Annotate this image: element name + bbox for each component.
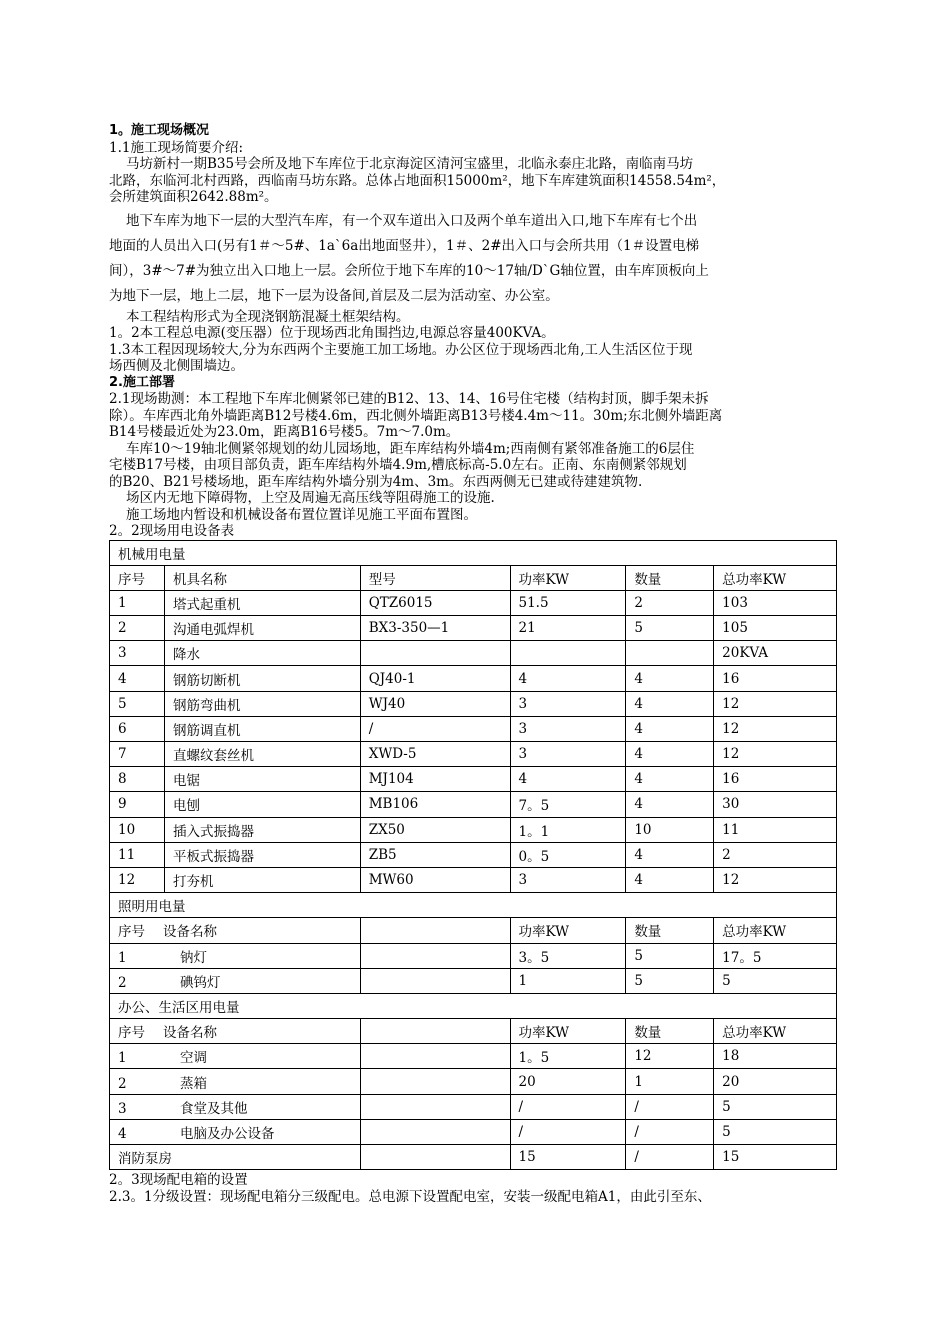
table-cell: 3。5 [510,943,626,968]
table-cell: 17。5 [714,943,837,968]
table-cell [110,943,361,968]
table-cell: 11 [110,842,165,867]
table-cell [360,1094,510,1119]
table-row [110,1119,837,1144]
table-cell: 打夯机 [164,867,360,892]
text-line: 间），3#～7#为独立出入口地上一层。会所位于地下车库的10～17轴/D`G轴位置，由车库顶板向上 [109,262,709,279]
table-cell: 5 [714,968,837,993]
table-cell: 4 [510,666,626,691]
header-cell: 数量 [626,565,714,590]
table-cell: 4 [110,666,165,691]
table-cell: 2 [626,590,714,615]
table-cell: 1 [510,968,626,993]
table-cell: 12 [714,867,837,892]
table-cell: 总功率KW [714,1019,837,1044]
equipment-name: 碘钨灯 [180,974,221,991]
table-cell: MW60 [360,867,510,892]
header-cell: 机具名称 [164,565,360,590]
table-row [110,641,837,666]
equipment-name: 电脑及办公设备 [180,1125,275,1142]
table-cell: 平板式振捣器 [164,842,360,867]
header-cell: 型号 [360,565,510,590]
header-cell: 设备名称 [163,1025,217,1042]
subsection-2-3-title: 2。3现场配电箱的设置 [109,1172,248,1189]
section-title: 办公、生活区用电量 [110,993,837,1018]
equipment-name: 空调 [180,1050,207,1067]
subsection-2-2-title: 2。2现场用电设备表 [109,523,235,539]
document-page [109,123,837,1205]
table-row [110,867,837,892]
table-cell [360,1119,510,1144]
table-cell: 12 [714,742,837,767]
table-cell: ZB5 [360,842,510,867]
table-cell [360,918,510,943]
header-cell: 总功率KW [714,565,837,590]
table-row [110,792,837,817]
table-cell: 12 [714,716,837,741]
table-cell: 4 [626,867,714,892]
table-cell [110,1019,361,1044]
table-cell: BX3-350—1 [360,616,510,641]
table-cell: 4 [626,666,714,691]
table-cell: 降水 [164,641,360,666]
table-cell: / [626,1094,714,1119]
table-row [110,666,837,691]
text-line: 地面的人员出入口(另有1＃～5#、1a`6a出地面竖井），1＃、2#出入口与会所共用（1＃设置电梯 [109,237,700,254]
paragraph-surroundings [109,441,837,491]
table-cell: 钢筋切断机 [164,666,360,691]
table-cell: 数量 [626,1019,714,1044]
table-cell: 钢筋弯曲机 [164,691,360,716]
table-cell: 7 [110,742,165,767]
table-cell: 4 [626,792,714,817]
header-row-mechanical [110,565,837,590]
table-cell: 功率KW [510,918,626,943]
text-line: 的B20、B21号楼场地，距车库结构外墙分别为4m、3m。东西两侧无已建或待建建筑物. [109,473,643,490]
table-cell: 塔式起重机 [164,590,360,615]
table-cell: 钢筋调直机 [164,716,360,741]
text-line: 1.3本工程因现场较大,分为东西两个主要施工加工场地。办公区位于现场西北角,工人生活区位于现 [109,341,693,358]
paragraph-obstacles: 场区内无地下障碍物，上空及周遍无高压线等阻碍施工的设施. [126,490,495,506]
table-cell: 20 [714,1069,837,1094]
paragraph-layout-reference: 施工场地内暂设和机械设备布置位置详见施工平面布置图。 [126,506,477,523]
table-cell: XWD-5 [360,742,510,767]
section-2-title: 2.施工部署 [109,374,175,390]
table-cell: 15 [714,1145,837,1170]
row-number: 2 [118,1075,127,1092]
table-cell: / [510,1119,626,1144]
table-cell: 20KVA [714,641,837,666]
table-cell: 15 [510,1145,626,1170]
table-cell [110,1119,361,1144]
table-cell: 10 [626,817,714,842]
table-cell: ZX50 [360,817,510,842]
section-row-mechanical [110,540,837,565]
table-row [110,968,837,993]
section-row-lighting [110,893,837,918]
table-cell: / [626,1119,714,1144]
table-cell: 3 [510,742,626,767]
table-cell: 1 [110,590,165,615]
table-cell [110,1094,361,1119]
table-cell [110,918,361,943]
table-cell [360,1019,510,1044]
text-line: 除）。车库西北角外墙距离B12号楼4.6m，西北侧外墙距离B13号楼4.4m～11。30m;东北侧外墙距离 [109,407,723,424]
table-cell: 总功率KW [714,918,837,943]
row-number: 4 [118,1125,127,1142]
table-cell: 5 [626,616,714,641]
paragraph-site-location [109,156,837,206]
table-cell: 21 [510,616,626,641]
text-line: 马坊新村一期B35号会所及地下车库位于北京海淀区清河宝盛里，北临永泰庄北路，南临南马坊 [126,156,694,172]
table-cell [110,968,361,993]
table-cell: 5 [110,691,165,716]
paragraph-distribution-boxes: 2.3。1分级设置：现场配电箱分三级配电。总电源下设置配电室，安装一级配电箱A1，由此引至东、 [109,1188,711,1205]
table-cell: MJ104 [360,767,510,792]
table-cell: 30 [714,792,837,817]
table-cell: 51.5 [510,590,626,615]
table-cell [360,1145,510,1170]
table-cell: 11 [714,817,837,842]
table-cell [360,1044,510,1069]
table-cell: 20 [510,1069,626,1094]
table-cell: 12 [626,1044,714,1069]
table-cell: 插入式振捣器 [164,817,360,842]
table-cell [360,943,510,968]
table-cell: 5 [714,1119,837,1144]
row-number: 2 [118,974,127,991]
table-cell: QTZ6015 [360,590,510,615]
paragraph-site-division [109,342,837,375]
table-row [110,1094,837,1119]
table-cell: 3 [510,691,626,716]
paragraph-site-survey [109,391,837,441]
text-line: B14号楼最近处为23.0m，距离B16号楼5。7m～7.0m。 [109,424,460,440]
paragraph-power-source: 1。2本工程总电源(变压器）位于现场西北角围挡边,电源总容量400KVA。 [109,325,555,341]
text-line: 2.1现场勘测：本工程地下车库北侧紧邻已建的B12、13、14、16号住宅楼（结构封顶，脚手架未拆 [109,391,709,407]
table-cell: 0。5 [510,842,626,867]
equipment-name: 蒸箱 [180,1075,207,1092]
text-line: 车库10～19轴北侧紧邻规划的幼儿园场地，距车库结构外墙4m;西南侧有紧邻准备施工的6层住 [126,440,695,457]
table-cell: 电刨 [164,792,360,817]
paragraph-garage-description [109,209,837,309]
table-cell: 直螺纹套丝机 [164,742,360,767]
table-cell: / [510,1094,626,1119]
table-cell: 2 [110,616,165,641]
table-cell: 2 [714,842,837,867]
table-cell: QJ40-1 [360,666,510,691]
table-cell [360,641,510,666]
table-cell: 18 [714,1044,837,1069]
table-cell: 3 [110,641,165,666]
table-cell: 103 [714,590,837,615]
header-cell: 设备名称 [163,924,217,941]
table-cell [360,1069,510,1094]
table-cell: 电锯 [164,767,360,792]
table-cell: 4 [626,716,714,741]
table-row [110,742,837,767]
text-line: 会所建筑面积2642.88m²。 [109,189,278,205]
table-cell: 4 [626,767,714,792]
table-row [110,616,837,641]
header-cell: 序号 [118,924,145,941]
table-cell: MB106 [360,792,510,817]
text-line: 宅楼B17号楼，由项目部负责，距车库结构外墙4.9m,槽底标高-5.0左右。正南、东南侧紧邻规划 [109,457,687,473]
section-1-title: 1。施工现场概况 [109,123,210,138]
table-cell: 1。1 [510,817,626,842]
table-cell: 12 [110,867,165,892]
row-number: 1 [118,949,127,966]
table-cell: 4 [626,691,714,716]
header-cell: 功率KW [510,565,626,590]
table-cell [110,1069,361,1094]
table-cell: 6 [110,716,165,741]
table-cell [510,641,626,666]
table-cell [626,641,714,666]
section-title-mechanical: 机械用电量 [110,540,837,565]
power-equipment-table [109,540,837,1171]
table-row [110,842,837,867]
table-cell: 1 [626,1069,714,1094]
text-line: 为地下一层，地上二层，地下一层为设备间,首层及二层为活动室、办公室。 [109,287,559,304]
table-cell [360,968,510,993]
table-row [110,1044,837,1069]
table-cell: 16 [714,767,837,792]
table-row-fire-pump [110,1145,837,1170]
paragraph-structure-form: 本工程结构形式为全现浇钢筋混凝土框架结构。 [126,308,410,325]
table-cell: 12 [714,691,837,716]
table-row [110,767,837,792]
section-title: 照明用电量 [110,893,837,918]
table-cell: 4 [510,767,626,792]
text-line: 地下车库为地下一层的大型汽车库，有一个双车道出入口及两个单车道出入口,地下车库有七个出 [126,212,698,229]
table-cell: 9 [110,792,165,817]
table-row [110,691,837,716]
table-cell: 10 [110,817,165,842]
table-row [110,943,837,968]
table-cell: WJ40 [360,691,510,716]
table-row [110,1069,837,1094]
table-row [110,590,837,615]
equipment-name: 食堂及其他 [180,1100,248,1117]
header-cell: 序号 [118,1025,145,1042]
table-row [110,716,837,741]
table-cell: 4 [626,742,714,767]
row-number: 1 [118,1050,127,1067]
header-row-office [110,1019,837,1044]
table-cell: 3 [510,867,626,892]
table-row [110,817,837,842]
subsection-1-1-title: 1.1施工现场简要介绍: [109,139,244,156]
table-cell: 8 [110,767,165,792]
header-row-lighting [110,918,837,943]
row-number: 3 [118,1100,127,1117]
header-cell: 序号 [110,565,165,590]
text-line: 场西侧及北侧围墙边。 [109,358,244,374]
table-cell: 数量 [626,918,714,943]
table-cell: 1。5 [510,1044,626,1069]
table-cell [110,1044,361,1069]
table-cell: 功率KW [510,1019,626,1044]
table-cell: 5 [626,968,714,993]
table-cell: 105 [714,616,837,641]
table-cell: 5 [714,1094,837,1119]
table-cell: / [360,716,510,741]
table-cell: / [626,1145,714,1170]
text-line: 北路，东临河北村西路，西临南马坊东路。总体占地面积15000m²，地下车库建筑面积14558.54m²， [109,172,726,189]
table-cell: 沟通电弧焊机 [164,616,360,641]
table-cell: 5 [626,943,714,968]
table-cell: 7。5 [510,792,626,817]
table-cell: 3 [510,716,626,741]
section-row-office [110,993,837,1018]
table-cell: 4 [626,842,714,867]
fire-pump-label: 消防泵房 [110,1145,361,1170]
equipment-name: 钠灯 [180,949,207,966]
table-cell: 16 [714,666,837,691]
